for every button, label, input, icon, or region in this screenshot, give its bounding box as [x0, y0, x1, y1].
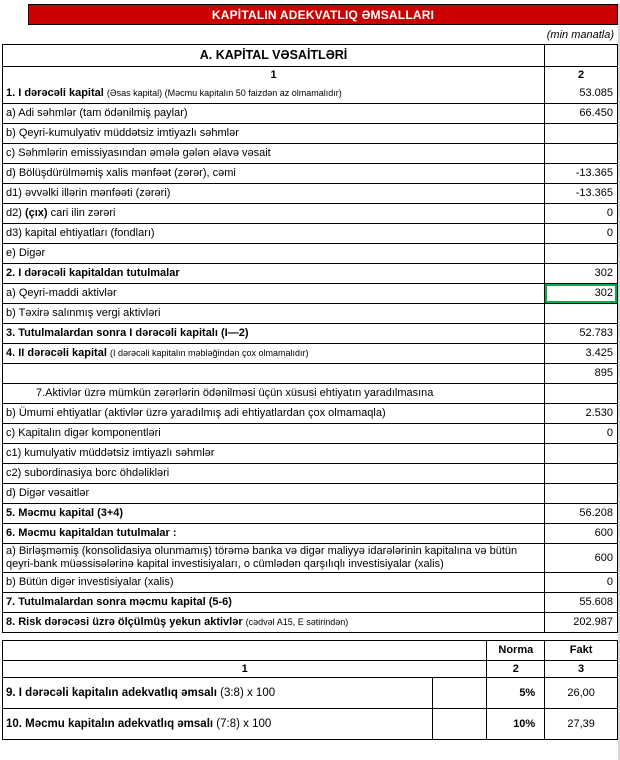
- table-row: [3, 243, 617, 263]
- row-label-text-wrap: [6, 467, 541, 480]
- row-value-cell[interactable]: [544, 484, 617, 503]
- row-label-text: a) Adi səhmlər (tam ödənilmiş paylar): [6, 107, 188, 119]
- row-value-cell[interactable]: [544, 144, 617, 163]
- table-body: [3, 83, 617, 632]
- ratio-colnum-1-cell[interactable]: 1: [241, 662, 248, 675]
- row-label-text-wrap: [6, 107, 541, 120]
- table-row: [3, 123, 617, 143]
- row-label-cell[interactable]: [3, 264, 544, 283]
- row-label-text-wrap: [6, 327, 541, 340]
- ratio-colnum-2-cell[interactable]: 2: [486, 661, 544, 677]
- ratio-row-label-wrap: [6, 687, 429, 700]
- row-label-text: a) Qeyri-maddi aktivlər: [6, 287, 117, 299]
- row-value-cell[interactable]: [544, 464, 617, 483]
- row-label-cell[interactable]: [3, 104, 544, 123]
- row-label-bold: 3. Tutulmalardan sonra I dərəcəli kapitalı (I—2): [6, 327, 249, 339]
- row-value-cell[interactable]: 66.450: [544, 104, 617, 123]
- row-value-cell[interactable]: -13.365: [544, 164, 617, 183]
- table-row: [3, 283, 617, 303]
- row-label-small: (Əsas kapital) (Məcmu kapitalın 50 faizdən az olmamalıdır): [106, 87, 342, 98]
- row-label-cell[interactable]: [3, 524, 544, 543]
- row-label-cell[interactable]: [3, 364, 544, 383]
- ratio-row-label-text: (7:8) x 100: [216, 717, 272, 730]
- row-label-bold: (çıx): [24, 207, 48, 219]
- row-label-cell[interactable]: [3, 224, 544, 243]
- row-value-cell[interactable]: 0: [544, 204, 617, 223]
- table-row: [3, 403, 617, 423]
- row-value-cell[interactable]: 302: [544, 264, 617, 283]
- table-row: [3, 103, 617, 123]
- row-label-small: (I dərəcəli kapitalın məbləğindən çox olmamalıdır): [109, 348, 309, 358]
- ratio-row-label-bold: 10. Məcmu kapitalın adekvatlıq əmsalı: [6, 717, 217, 730]
- adequacy-ratio-table: [2, 640, 618, 740]
- row-value-cell[interactable]: 2.530: [544, 404, 617, 423]
- row-label-bold: 4. II dərəcəli kapital: [6, 347, 110, 359]
- table-row: [3, 303, 617, 323]
- row-label-text: d3) kapital ehtiyatları (fondları): [6, 227, 155, 239]
- section-header-cell[interactable]: A. KAPİTAL VƏSAİTLƏRİ: [199, 48, 348, 62]
- row-label-text: a) Birləşməmiş (konsolidasiya olunmamış) törəmə banka və digər maliyyə idarələrinin kapitalına və bütün qeyri-bank müəssisələrinə kapital investisiyaları, o cümlədən qarşılıqlı investisiyalar (xalis): [6, 545, 518, 570]
- row-label-cell[interactable]: [3, 384, 544, 403]
- ratio-row-empty-cell[interactable]: [432, 678, 487, 708]
- row-value-cell[interactable]: 895: [544, 364, 617, 383]
- table-row: [3, 203, 617, 223]
- row-label-text-wrap: [6, 267, 541, 280]
- row-label-text: c) Səhmlərin emissiyasından əmələ gələn əlavə vəsait: [6, 147, 271, 159]
- table-row: [3, 443, 617, 463]
- row-label-text-wrap: [6, 147, 541, 160]
- table-row: [3, 423, 617, 443]
- table-row: [3, 572, 617, 592]
- unit-note: (min manatla): [546, 29, 614, 41]
- row-label-bold: 2. I dərəcəli kapitaldan tutulmalar: [6, 267, 180, 279]
- row-label-text: d) Bölüşdürülməmiş xalis mənfəət (zərər), cəmi: [6, 167, 236, 179]
- row-value-cell[interactable]: 52.783: [544, 324, 617, 343]
- ratio-row-label-bold: 9. I dərəcəli kapitalın adekvatlıq əmsalı: [6, 686, 221, 699]
- ratio-row-fakt-cell[interactable]: 26,00: [544, 678, 617, 708]
- row-label-text-wrap: [6, 127, 541, 140]
- ratio-column-number-row: [3, 660, 617, 677]
- ratio-header-row: [3, 641, 617, 660]
- row-label-prefix: d2): [6, 207, 25, 219]
- row-label-cell[interactable]: [3, 464, 544, 483]
- banner-title: KAPİTALIN ADEKVATLIQ ƏMSALLARI: [28, 4, 618, 25]
- ratio-row-fakt-cell[interactable]: 27,39: [544, 709, 617, 739]
- row-label-text-wrap: [6, 187, 541, 200]
- table-row: [3, 323, 617, 343]
- row-label-cell[interactable]: [3, 484, 544, 503]
- tier1-adequacy-row: [3, 677, 617, 708]
- ratio-colnum-3-cell[interactable]: 3: [544, 661, 617, 677]
- row-value-cell[interactable]: 600: [544, 544, 617, 572]
- row-label-cell[interactable]: [3, 613, 544, 632]
- row-value-cell[interactable]: 53.085: [544, 83, 617, 103]
- fakt-header-cell[interactable]: Fakt: [544, 641, 617, 660]
- row-value-cell[interactable]: [544, 304, 617, 323]
- row-label-cell[interactable]: [3, 544, 544, 572]
- row-value-cell[interactable]: 55.608: [544, 593, 617, 612]
- row-label-text: b) Qeyri-kumulyativ müddətsiz imtiyazlı səhmlər: [6, 127, 239, 139]
- table-row: [3, 523, 617, 543]
- row-label-cell[interactable]: [3, 204, 544, 223]
- row-label-cell[interactable]: [3, 164, 544, 183]
- row-label-text-wrap: [6, 527, 541, 540]
- row-label-cell[interactable]: [3, 184, 544, 203]
- row-label-text: cari ilin zərəri: [47, 207, 116, 219]
- row-label-text-wrap: [6, 387, 541, 400]
- table-row: [3, 183, 617, 203]
- column-number-2-cell[interactable]: 2: [544, 67, 617, 83]
- row-label-cell[interactable]: [3, 124, 544, 143]
- row-label-text-wrap: [6, 347, 541, 360]
- row-value-cell[interactable]: [544, 384, 617, 403]
- table-row: [3, 463, 617, 483]
- row-label-bold: 6. Məcmu kapitaldan tutulmalar :: [6, 527, 177, 539]
- row-value-cell[interactable]: 3.425: [544, 344, 617, 363]
- table-row: [3, 612, 617, 632]
- row-label-text-wrap: [6, 576, 541, 589]
- table-row: [3, 383, 617, 403]
- row-label-text-wrap: [6, 596, 541, 609]
- row-label-text-wrap: [6, 287, 541, 300]
- row-value-cell[interactable]: 202.987: [544, 613, 617, 632]
- row-label-cell[interactable]: [3, 424, 544, 443]
- ratio-row-label-wrap: [6, 718, 429, 731]
- row-label-cell[interactable]: [3, 284, 544, 303]
- row-label-bold: 8. Risk dərəcəsi üzrə ölçülmüş yekun aktivlər: [6, 616, 246, 628]
- section-header-row: [3, 45, 617, 66]
- row-label-text-wrap: [6, 616, 541, 629]
- table-row: [3, 592, 617, 612]
- row-label-bold: 7. Tutulmalardan sonra məcmu kapital (5-6): [6, 596, 232, 608]
- row-label-cell[interactable]: [3, 593, 544, 612]
- row-label-cell[interactable]: [3, 444, 544, 463]
- ratio-row-label-cell[interactable]: [3, 678, 432, 708]
- row-value-cell[interactable]: 56.208: [544, 504, 617, 523]
- table-row: [3, 223, 617, 243]
- row-value-cell[interactable]: 0: [544, 224, 617, 243]
- table-row: [3, 483, 617, 503]
- row-label-bold: 5. Məcmu kapital (3+4): [6, 507, 124, 519]
- row-value-cell[interactable]: [544, 244, 617, 263]
- table-row: [3, 83, 617, 103]
- row-label-cell[interactable]: [3, 83, 544, 103]
- ratio-row-norma-cell[interactable]: 10%: [486, 709, 544, 739]
- row-label-text: 7.Aktivlər üzrə mümkün zərərlərin ödənilməsi üçün xüsusi ehtiyatın yaradılmasına: [36, 387, 434, 399]
- row-label-cell[interactable]: [3, 324, 544, 343]
- capital-table: [2, 44, 618, 633]
- row-label-cell[interactable]: [3, 304, 544, 323]
- row-label-text-wrap: [6, 545, 541, 571]
- row-value-cell[interactable]: 0: [544, 424, 617, 443]
- table-row: [3, 143, 617, 163]
- table-row: [3, 543, 617, 572]
- row-label-small: (cədvəl A15, E sətirindən): [245, 617, 349, 627]
- row-label-text: b) Bütün digər investisiyalar (xalis): [6, 576, 174, 588]
- row-label-cell[interactable]: [3, 404, 544, 423]
- row-label-text-wrap: [6, 247, 541, 260]
- row-label-text: b) Təxirə salınmış vergi aktivləri: [6, 307, 161, 319]
- row-value-cell[interactable]: 0: [544, 573, 617, 592]
- ratio-row-norma-cell[interactable]: 5%: [486, 678, 544, 708]
- row-label-text-wrap: [6, 307, 541, 320]
- norma-header-cell[interactable]: Norma: [486, 641, 544, 660]
- row-label-text: c2) subordinasiya borc öhdəlikləri: [6, 467, 170, 479]
- column-number-1-cell[interactable]: 1: [270, 68, 277, 81]
- row-label-cell[interactable]: [3, 244, 544, 263]
- table-row: [3, 503, 617, 523]
- row-label-text-wrap: [6, 427, 541, 440]
- row-label-text-wrap: [6, 447, 541, 460]
- row-value-cell[interactable]: 600: [544, 524, 617, 543]
- row-label-text: c1) kumulyativ müddətsiz imtiyazlı səhmlər: [6, 447, 215, 459]
- row-value-cell[interactable]: [544, 124, 617, 143]
- row-label-cell[interactable]: [3, 504, 544, 523]
- row-label-text: c) Kapitalın digər komponentləri: [6, 427, 161, 439]
- column-number-row: [3, 66, 617, 83]
- row-label-text: b) Ümumi ehtiyatlar (aktivlər üzrə yaradılmış adi ehtiyatlardan çox olmamaqla): [6, 407, 386, 419]
- row-label-bold: 1. I dərəcəli kapital: [6, 86, 107, 99]
- row-label-text: d) Digər vəsaitlər: [6, 487, 90, 499]
- row-value-cell[interactable]: 302: [544, 284, 617, 303]
- table-row: [3, 263, 617, 283]
- row-label-text: e) Digər: [6, 247, 46, 259]
- section-header-empty-cell[interactable]: [544, 45, 617, 66]
- table-row: [3, 163, 617, 183]
- ratio-header-empty-cell[interactable]: [3, 641, 486, 660]
- ratio-row-empty-cell[interactable]: [432, 709, 487, 739]
- row-value-cell[interactable]: [544, 444, 617, 463]
- row-value-cell[interactable]: -13.365: [544, 184, 617, 203]
- row-label-text-wrap: [6, 87, 541, 100]
- row-label-text-wrap: [6, 167, 541, 180]
- row-label-text-wrap: [6, 227, 541, 240]
- row-label-text-wrap: [6, 407, 541, 420]
- total-adequacy-row: [3, 708, 617, 739]
- row-label-cell[interactable]: [3, 144, 544, 163]
- ratio-row-label-cell[interactable]: [3, 709, 432, 739]
- row-label-text-wrap: [6, 207, 541, 220]
- row-label-text-wrap: [6, 507, 541, 520]
- row-label-text: d1) əvvəlki illərin mənfəəti (zərəri): [6, 187, 171, 199]
- table-row: [3, 343, 617, 363]
- row-label-cell[interactable]: [3, 344, 544, 363]
- ratio-row-label-text: (3:8) x 100: [220, 686, 276, 699]
- row-label-cell[interactable]: [3, 573, 544, 592]
- row-label-text-wrap: [6, 487, 541, 500]
- table-row: [3, 363, 617, 383]
